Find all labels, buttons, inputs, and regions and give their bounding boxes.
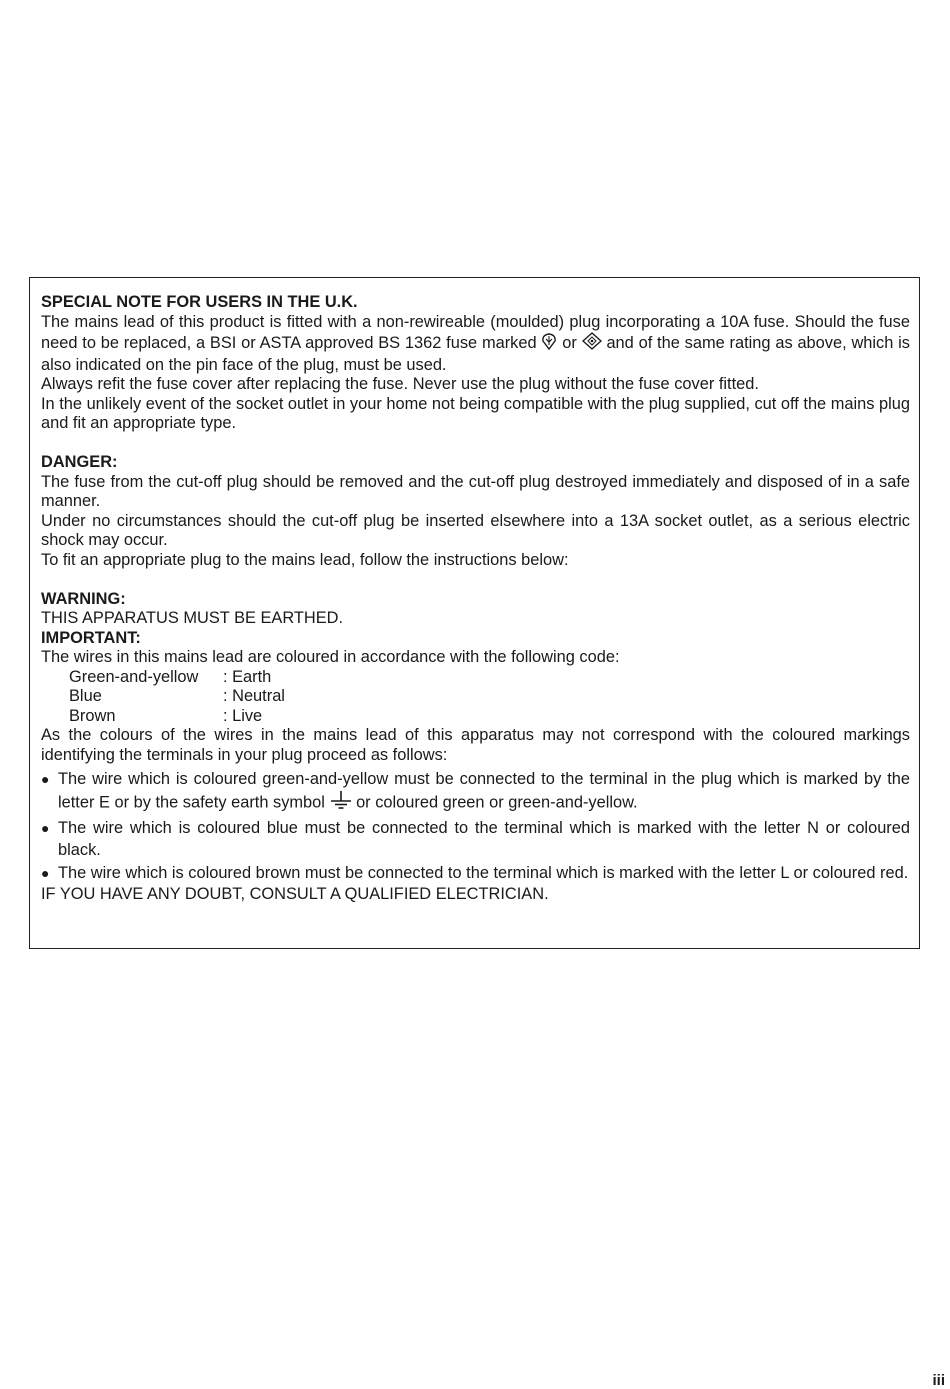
wire-code-row [69, 707, 910, 727]
notice-content [41, 293, 910, 905]
danger-para2: Under no circumstances should the cut-off plug be inserted elsewhere into a 13A socket outlet, as a serious electric shock may occur. [41, 511, 910, 549]
important-heading: IMPORTANT: [41, 628, 141, 647]
special-note-para1-start: The mains lead of this product is fitted with a non-rewireable (moulded) plug incorporating a 10A fuse. Should the fuse need to be replaced, a BSI or ASTA approved BS 1362 fuse marked [41, 312, 910, 353]
special-note-para1-end: and of the same rating as above, which is also indicated on the pin face of the plug, must be used. [41, 334, 910, 374]
wire-role: : Live [223, 706, 263, 725]
wire-colour: Green-and-yellow [69, 667, 199, 686]
danger-heading: DANGER: [41, 453, 118, 471]
special-note-para1 [41, 313, 910, 376]
wire-colour-code-table [69, 668, 910, 727]
bullet-dot-icon: ● [41, 865, 50, 881]
special-note-para1-or: or [562, 334, 577, 353]
danger-para3: To fit an appropriate plug to the mains lead, follow the instructions below: [41, 550, 569, 569]
section-gap [41, 570, 910, 590]
important-intro: The wires in this mains lead are coloured in accordance with the following code: [41, 648, 620, 666]
wire-role: : Neutral [223, 687, 285, 705]
list-item [41, 817, 910, 861]
wire-code-row [69, 668, 910, 688]
section-gap [41, 434, 910, 454]
list-item [41, 768, 910, 816]
bullet1-start: The wire which is coloured green-and-yellow must be connected to the terminal in the plug which is marked by the letter E or by the safety earth symbol [58, 770, 910, 812]
bsi-kitemark-icon [541, 332, 557, 356]
wiring-instructions-list [41, 768, 910, 884]
special-note-para3: In the unlikely event of the socket outlet in your home not being compatible with the plug supplied, cut off the mains plug and fit an appropriate type. [41, 394, 910, 432]
uk-notice-box [29, 277, 920, 949]
bullet-dot-icon: ● [41, 820, 50, 836]
special-note-heading: SPECIAL NOTE FOR USERS IN THE U.K. [41, 293, 358, 311]
wire-role: : Earth [223, 667, 272, 686]
bullet1-end: or coloured green or green-and-yellow. [356, 793, 638, 812]
earth-symbol-icon [330, 790, 352, 816]
important-para: As the colours of the wires in the mains lead of this apparatus may not correspond with the coloured markings identifying the terminals in your plug proceed as follows: [41, 726, 910, 764]
bullet-text: The wire which is coloured brown must be connected to the terminal which is marked with the letter L or coloured red. [58, 864, 909, 882]
warning-heading: WARNING: [41, 589, 126, 608]
bullet-text [58, 768, 910, 816]
consult-electrician-note: IF YOU HAVE ANY DOUBT, CONSULT A QUALIFIED ELECTRICIAN. [41, 885, 549, 903]
bullet-text: The wire which is coloured blue must be connected to the terminal which is marked with the letter N or coloured black. [58, 819, 910, 859]
danger-para1: The fuse from the cut-off plug should be removed and the cut-off plug destroyed immediately and disposed of in a safe manner. [41, 472, 910, 510]
bullet-dot-icon: ● [41, 771, 50, 787]
wire-colour: Brown [69, 706, 116, 725]
special-note-para2: Always refit the fuse cover after replacing the fuse. Never use the plug without the fuse cover fitted. [41, 375, 759, 393]
wire-code-row [69, 687, 910, 707]
asta-mark-icon [582, 332, 602, 356]
warning-text: THIS APPARATUS MUST BE EARTHED. [41, 609, 344, 627]
wire-colour: Blue [69, 687, 102, 705]
page-number: iii [932, 1372, 945, 1389]
list-item [41, 862, 910, 884]
